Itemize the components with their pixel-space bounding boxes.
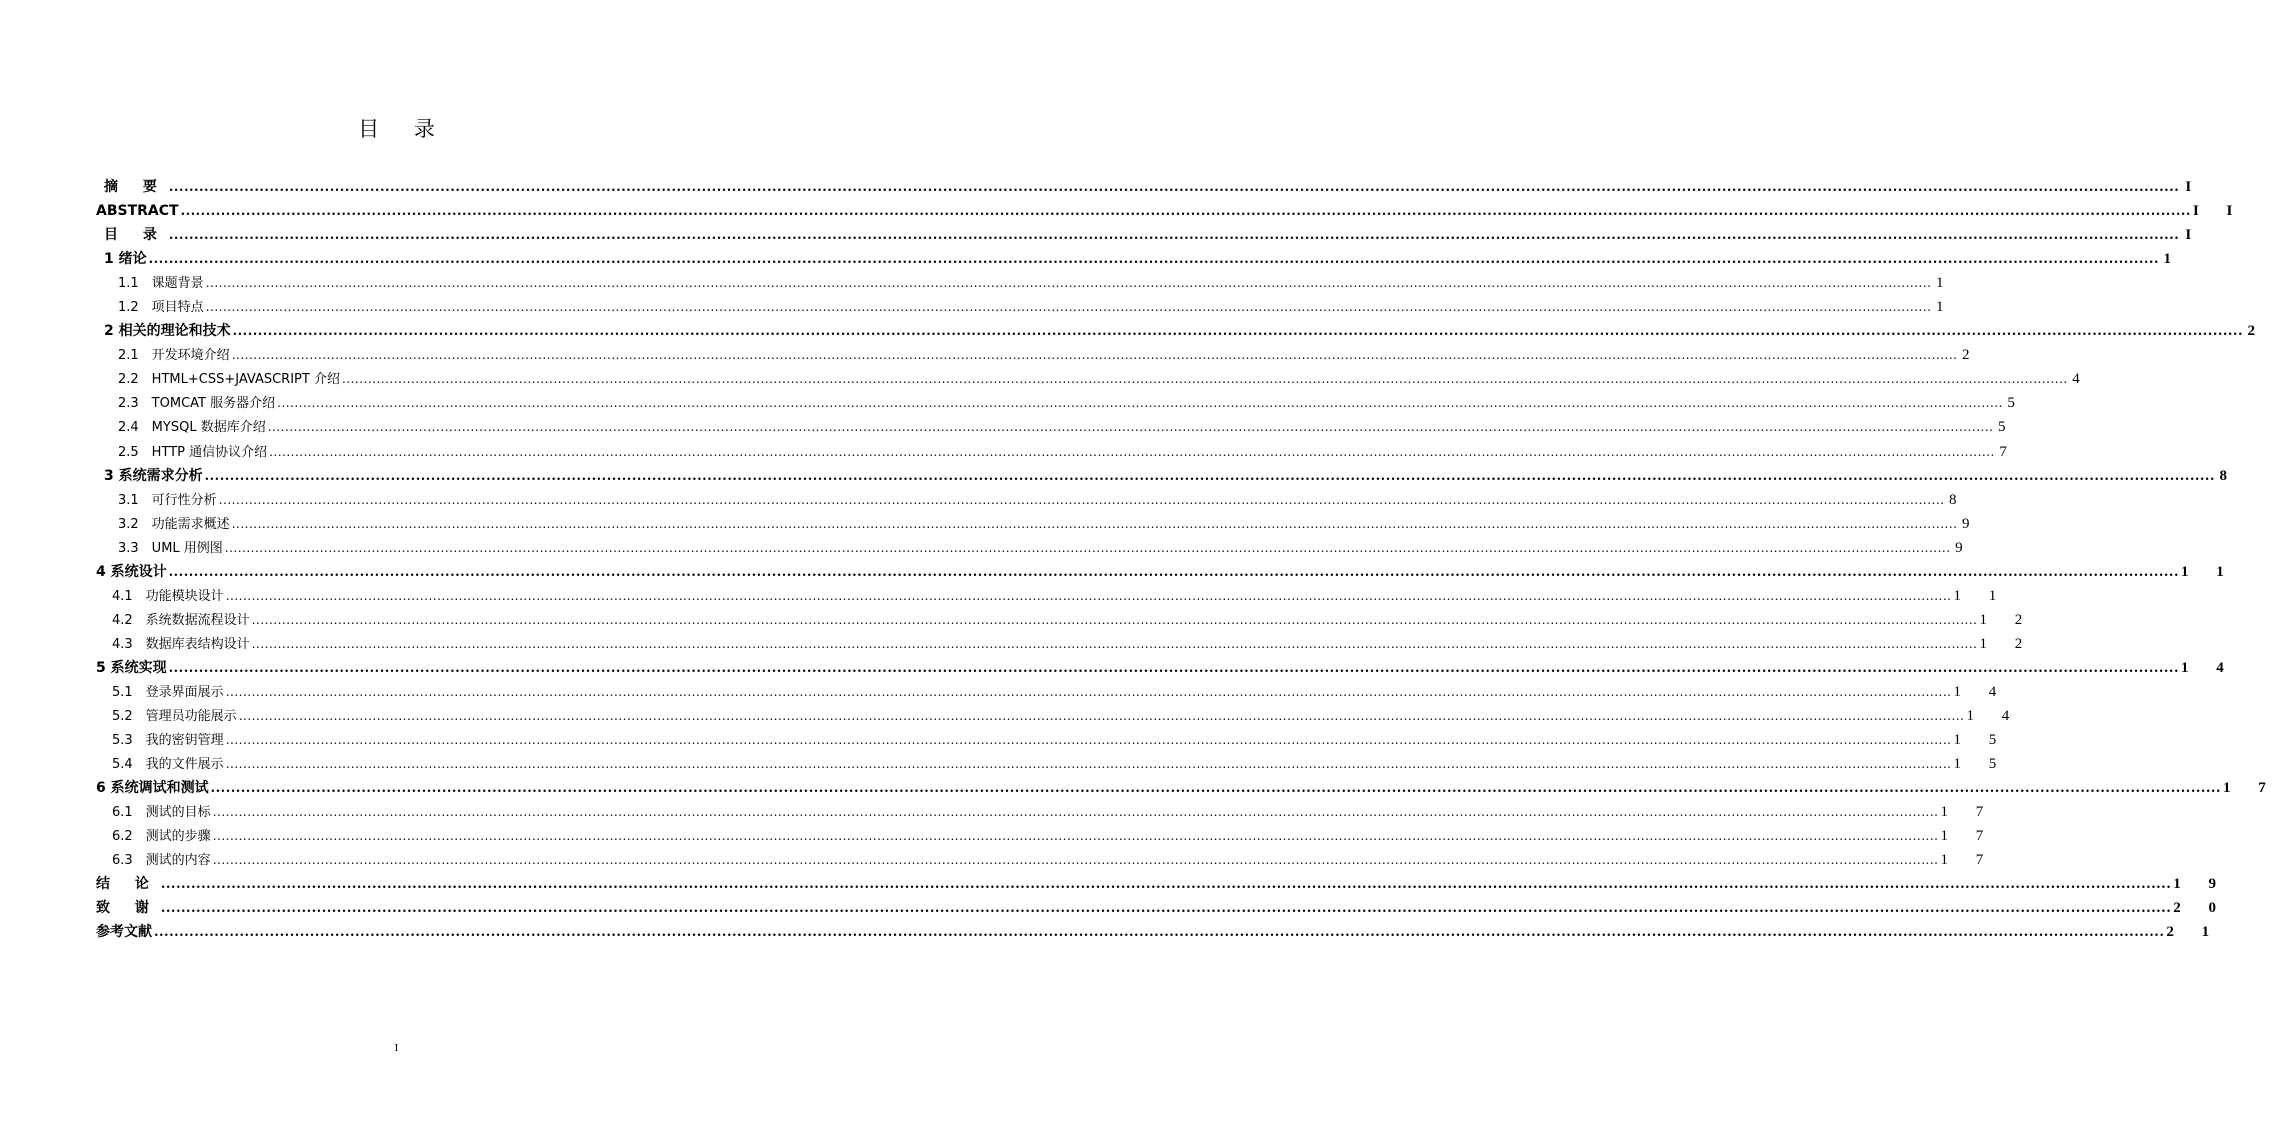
toc-entry-page: 2: [1961, 347, 1972, 364]
toc-entry-page: 1 5: [1953, 756, 2009, 773]
toc-entry-page: 2 0: [2173, 900, 2228, 917]
toc-entry-label: 6.3 测试的内容: [112, 853, 211, 869]
toc-entry-label: 致 谢: [96, 900, 159, 917]
toc-leader-dots: ................................................................................................................................................................................................................................................................................................................................................................................................................: [160, 901, 2172, 917]
toc-entry[interactable]: [96, 488, 1959, 512]
toc-leader-dots: ................................................................................................................................................................................................................................................................................................................................................................................................................: [168, 564, 2179, 580]
toc-leader-dots: ................................................................................................................................................................................................................................................................................................................................................................................................................: [180, 204, 2191, 220]
toc-entry[interactable]: [96, 343, 1972, 367]
toc-entry-page: I: [2185, 227, 2194, 244]
toc-entry-label: 参考文献: [96, 924, 152, 941]
toc-entry[interactable]: [96, 632, 2035, 656]
toc-entry[interactable]: [96, 223, 2194, 247]
toc-entry[interactable]: [96, 271, 1946, 295]
toc-leader-dots: ................................................................................................................................................................................................................................................................................................................................................................................................................: [341, 372, 2068, 387]
toc-entry-label: 5.1 登录界面展示: [112, 684, 224, 700]
toc-entry-label: 5 系统实现: [96, 659, 167, 676]
toc-entry-page: 1 1: [2180, 563, 2236, 580]
toc-entry[interactable]: [96, 752, 2009, 776]
table-of-contents: [96, 175, 2278, 945]
toc-leader-dots: ................................................................................................................................................................................................................................................................................................................................................................................................................: [251, 636, 1978, 651]
toc-entry-page: 2 1: [2166, 924, 2222, 941]
toc-leader-dots: ................................................................................................................................................................................................................................................................................................................................................................................................................: [205, 276, 1932, 291]
toc-entry[interactable]: [96, 680, 2009, 704]
toc-entry[interactable]: [96, 295, 1946, 319]
toc-entry[interactable]: [96, 175, 2194, 199]
toc-entry-label: 1.2 项目特点: [118, 300, 204, 316]
toc-leader-dots: ................................................................................................................................................................................................................................................................................................................................................................................................................: [251, 612, 1978, 627]
toc-entry-label: 2.5 HTTP 通信协议介绍: [118, 444, 268, 460]
toc-entry[interactable]: [96, 656, 2236, 680]
toc-entry[interactable]: [96, 367, 2082, 391]
toc-leader-dots: ................................................................................................................................................................................................................................................................................................................................................................................................................: [160, 877, 2172, 893]
toc-entry-page: 1 4: [2180, 659, 2236, 676]
toc-entry-label: 3 系统需求分析: [104, 467, 203, 484]
toc-entry-label: 6.2 测试的步骤: [112, 829, 211, 845]
toc-entry-label: 1.1 课题背景: [118, 276, 204, 292]
toc-leader-dots: ................................................................................................................................................................................................................................................................................................................................................................................................................: [231, 516, 1958, 531]
toc-entry[interactable]: [96, 728, 2009, 752]
toc-leader-dots: ................................................................................................................................................................................................................................................................................................................................................................................................................: [210, 781, 2221, 797]
toc-entry-label: 1 绪论: [104, 251, 147, 268]
toc-entry-label: 2.3 TOMCAT 服务器介绍: [118, 396, 276, 412]
toc-leader-dots: ................................................................................................................................................................................................................................................................................................................................................................................................................: [218, 492, 1945, 507]
toc-entry-page: 1 7: [1940, 828, 1996, 845]
toc-entry-page: 9: [1955, 539, 1965, 556]
toc-leader-dots: ................................................................................................................................................................................................................................................................................................................................................................................................................: [225, 733, 1952, 748]
toc-entry-page: 5: [2007, 395, 2017, 412]
toc-entry-page: 1 4: [1953, 683, 2009, 700]
toc-entry[interactable]: [96, 560, 2236, 584]
toc-entry-label: 摘 要: [104, 179, 167, 195]
toc-leader-dots: ................................................................................................................................................................................................................................................................................................................................................................................................................: [269, 444, 1995, 459]
toc-entry[interactable]: [96, 800, 1996, 824]
toc-entry-label: 6.1 测试的目标: [112, 805, 211, 821]
toc-entry-page: I: [2185, 179, 2194, 195]
toc-entry-page: 1 7: [1940, 804, 1996, 821]
toc-leader-dots: ................................................................................................................................................................................................................................................................................................................................................................................................................: [224, 540, 1951, 555]
toc-leader-dots: ................................................................................................................................................................................................................................................................................................................................................................................................................: [231, 348, 1958, 363]
toc-entry-page: 1: [1935, 275, 1946, 292]
toc-entry-label: 3.2 功能需求概述: [118, 516, 230, 532]
toc-entry-page: 5: [1997, 419, 2008, 436]
toc-entry[interactable]: [96, 464, 2229, 488]
toc-leader-dots: ................................................................................................................................................................................................................................................................................................................................................................................................................: [225, 588, 1952, 603]
toc-entry-label: 2.1 开发环境介绍: [118, 348, 230, 364]
toc-entry-label: 结 论: [96, 876, 159, 893]
toc-entry[interactable]: [96, 776, 2278, 800]
toc-entry[interactable]: [96, 415, 2008, 439]
toc-entry[interactable]: [96, 536, 1965, 560]
toc-entry-label: 目 录: [104, 227, 167, 244]
toc-entry-page: 1 1: [1953, 587, 2009, 604]
toc-entry-page: 8: [2219, 467, 2229, 484]
toc-entry-page: 9: [1961, 515, 1972, 532]
toc-entry-page: 1 5: [1953, 732, 2009, 749]
toc-entry-page: 1 2: [1979, 635, 2035, 652]
toc-entry-label: 3.1 可行性分析: [118, 492, 217, 508]
toc-entry-page: 1 9: [2173, 876, 2228, 893]
toc-entry-label: 2.2 HTML+CSS+JAVASCRIPT 介绍: [118, 372, 340, 388]
toc-leader-dots: ................................................................................................................................................................................................................................................................................................................................................................................................................: [154, 925, 2165, 941]
toc-entry-label: 3.3 UML 用例图: [118, 540, 223, 556]
toc-entry-page: 1: [2163, 251, 2173, 268]
toc-entry-page: 1 4: [1966, 708, 2022, 725]
toc-entry[interactable]: [96, 391, 2017, 415]
toc-leader-dots: ................................................................................................................................................................................................................................................................................................................................................................................................................: [225, 684, 1952, 699]
toc-leader-dots: ................................................................................................................................................................................................................................................................................................................................................................................................................: [168, 228, 2180, 244]
toc-leader-dots: ................................................................................................................................................................................................................................................................................................................................................................................................................: [277, 396, 2003, 411]
toc-entry[interactable]: [96, 319, 2257, 343]
toc-entry-page: 8: [1948, 491, 1959, 508]
toc-entry[interactable]: [96, 247, 2173, 271]
toc-leader-dots: ................................................................................................................................................................................................................................................................................................................................................................................................................: [204, 468, 2215, 484]
toc-entry[interactable]: [96, 704, 2022, 728]
toc-entry-label: 4 系统设计: [96, 563, 167, 580]
toc-entry-page: I I: [2192, 203, 2245, 220]
toc-leader-dots: ................................................................................................................................................................................................................................................................................................................................................................................................................: [212, 829, 1939, 844]
toc-entry-label: 5.2 管理员功能展示: [112, 709, 237, 725]
toc-entry-label: 5.4 我的文件展示: [112, 757, 224, 773]
toc-entry[interactable]: [96, 848, 1996, 872]
toc-entry[interactable]: [96, 872, 2228, 896]
toc-leader-dots: ................................................................................................................................................................................................................................................................................................................................................................................................................: [168, 180, 2180, 195]
toc-entry[interactable]: [96, 199, 2245, 223]
toc-entry-label: 2.4 MYSQL 数据库介绍: [118, 420, 266, 436]
toc-entry-label: 4.2 系统数据流程设计: [112, 612, 250, 628]
toc-leader-dots: ................................................................................................................................................................................................................................................................................................................................................................................................................: [212, 805, 1939, 820]
toc-entry[interactable]: [96, 440, 2009, 464]
toc-leader-dots: ................................................................................................................................................................................................................................................................................................................................................................................................................: [232, 324, 2243, 340]
toc-entry[interactable]: [96, 608, 2035, 632]
footer-page-number: I: [394, 1042, 399, 1054]
toc-entry-label: 4.3 数据库表结构设计: [112, 636, 250, 652]
toc-entry-label: 2 相关的理论和技术: [104, 323, 231, 340]
toc-entry-page: 1: [1935, 299, 1946, 316]
toc-entry-label: ABSTRACT: [96, 203, 179, 220]
toc-entry-label: 4.1 功能模块设计: [112, 588, 224, 604]
page-title: 目 录: [358, 117, 449, 141]
toc-entry[interactable]: [96, 920, 2222, 944]
toc-entry-page: 7: [1999, 443, 2009, 460]
toc-leader-dots: ................................................................................................................................................................................................................................................................................................................................................................................................................: [238, 709, 1965, 724]
toc-entry[interactable]: [96, 584, 2009, 608]
toc-leader-dots: ................................................................................................................................................................................................................................................................................................................................................................................................................: [212, 853, 1939, 868]
toc-entry[interactable]: [96, 824, 1996, 848]
toc-leader-dots: ................................................................................................................................................................................................................................................................................................................................................................................................................: [205, 300, 1932, 315]
toc-entry-page: 1 7: [2222, 780, 2278, 797]
toc-entry-page: 1 7: [1940, 852, 1996, 869]
toc-entry[interactable]: [96, 512, 1972, 536]
toc-leader-dots: ................................................................................................................................................................................................................................................................................................................................................................................................................: [225, 757, 1952, 772]
toc-entry-label: 6 系统调试和测试: [96, 780, 209, 797]
toc-leader-dots: ................................................................................................................................................................................................................................................................................................................................................................................................................: [168, 660, 2179, 676]
toc-leader-dots: ................................................................................................................................................................................................................................................................................................................................................................................................................: [148, 252, 2159, 268]
toc-entry-page: 4: [2072, 371, 2082, 388]
toc-entry-label: 5.3 我的密钥管理: [112, 733, 224, 749]
toc-entry[interactable]: [96, 896, 2228, 920]
toc-entry-page: 2: [2247, 323, 2257, 340]
toc-leader-dots: ................................................................................................................................................................................................................................................................................................................................................................................................................: [267, 420, 1994, 435]
toc-entry-page: 1 2: [1979, 611, 2035, 628]
